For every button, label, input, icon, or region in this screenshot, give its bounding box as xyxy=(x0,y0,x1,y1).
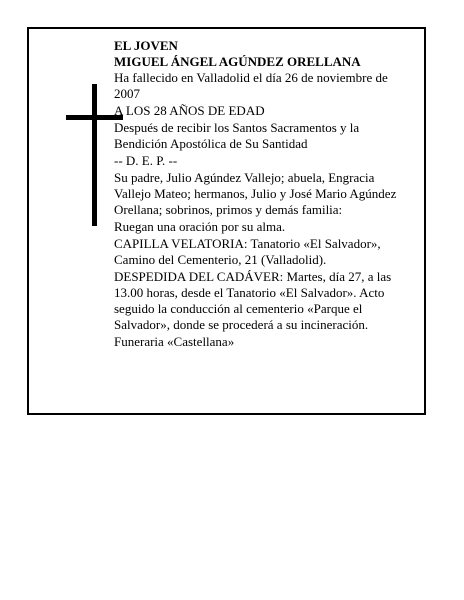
notice-title: EL JOVEN xyxy=(114,38,178,53)
prayer-line: Ruegan una oración por su alma. xyxy=(114,219,286,234)
age-line: A LOS 28 AÑOS DE EDAD xyxy=(114,103,265,118)
family-line: Su padre, Julio Agúndez Vallejo; abuela, Engracia Vallejo Mateo; hermanos, Julio y José Mario Agúndez Orellana; sobrinos, primos y demás familia: xyxy=(114,170,397,217)
funeral-home-line: Funeraria «Castellana» xyxy=(114,334,235,349)
cross-icon xyxy=(92,84,97,226)
deceased-name: MIGUEL ÁNGEL AGÚNDEZ ORELLANA xyxy=(114,54,361,69)
obituary-text xyxy=(114,38,414,351)
sacraments-line: Después de recibir los Santos Sacramentos y la Bendición Apostólica de Su Santidad xyxy=(114,120,360,151)
farewell-line: DESPEDIDA DEL CADÁVER: Martes, día 27, a las 13.00 horas, desde el Tanatorio «El Salvador». Acto seguido la conducción al cementerio «Parque el Salvador», donde se procederá a su incineración. xyxy=(114,269,392,332)
rip-line: -- D. E. P. -- xyxy=(114,153,178,168)
death-info: Ha fallecido en Valladolid el día 26 de noviembre de 2007 xyxy=(114,70,388,101)
chapel-line: CAPILLA VELATORIA: Tanatorio «El Salvador», Camino del Cementerio, 21 (Valladolid). xyxy=(114,236,381,267)
